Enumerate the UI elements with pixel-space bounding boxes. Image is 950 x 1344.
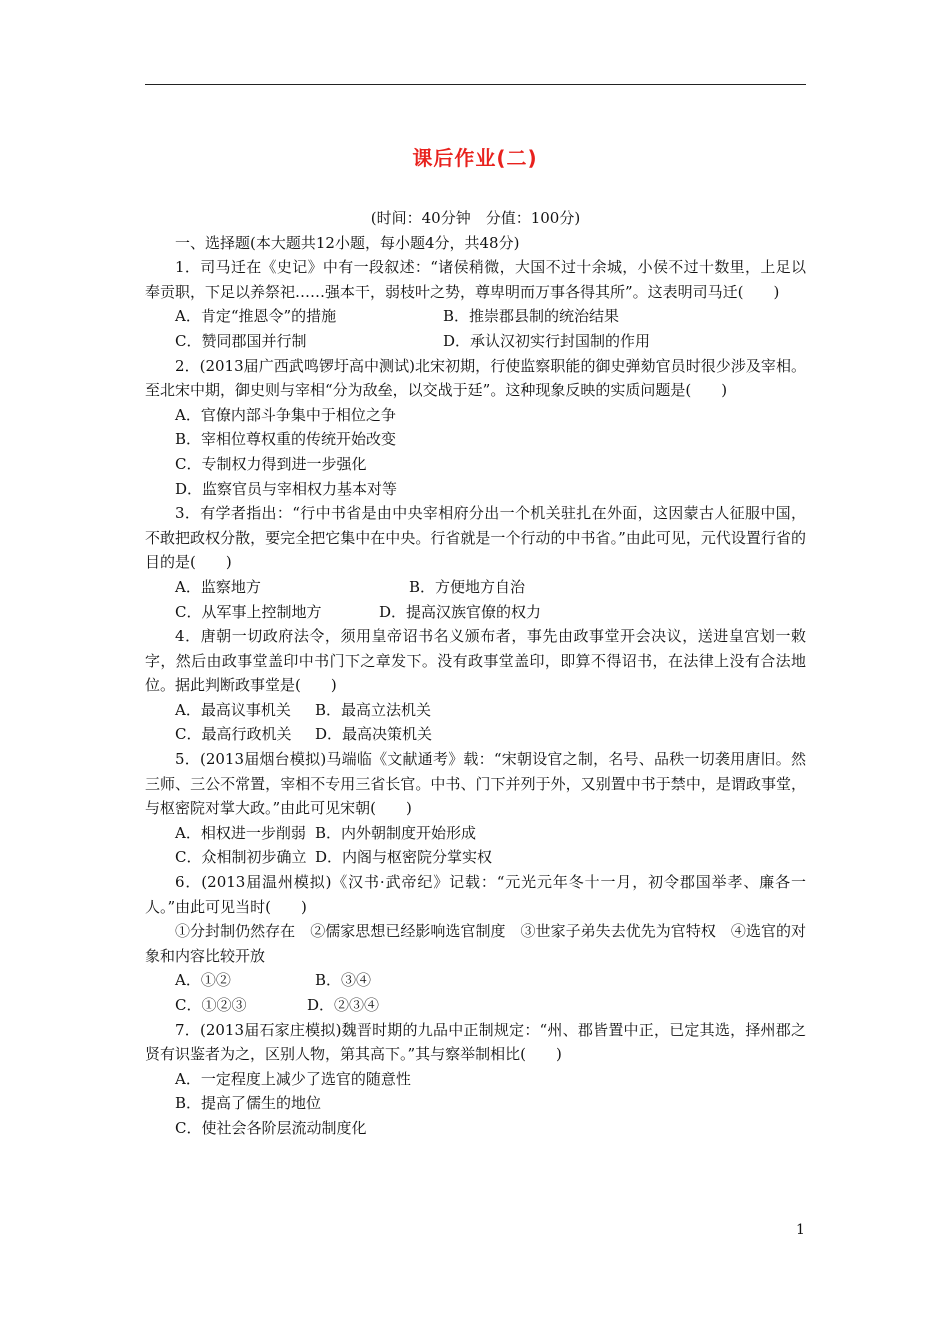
option-a: A．一定程度上减少了选官的随意性 [175, 1069, 411, 1088]
option-d: D．内阁与枢密院分掌实权 [315, 848, 493, 867]
question-5-stem: 5．(2013届烟台模拟)马端临《文献通考》载：“宋朝设官之制，名号、品秩一切袭用唐旧。然三师、三公不常置，宰相不专用三省长官。中书、门下并列于外，又别置中书于禁中，是谓政事堂，与枢密院对掌大政。”由此可见宋朝( ) [145, 750, 806, 818]
option-b: B．内外朝制度开始形成 [315, 823, 477, 842]
question-6-options-row-1 [145, 968, 806, 993]
question-1-options-row-1 [145, 304, 806, 329]
option-c: C．众相制初步确立 [175, 848, 307, 867]
question-4-options-row-1 [145, 698, 806, 723]
option-c: C．使社会各阶层流动制度化 [175, 1118, 367, 1137]
option-b: B．宰相位尊权重的传统开始改变 [175, 430, 397, 449]
option-d: D．承认汉初实行封国制的作用 [443, 331, 651, 350]
exam-meta: (时间：40分钟 分值：100分) [370, 209, 581, 227]
option-a: A．相权进一步削弱 [175, 823, 306, 842]
option-d: D．提高汉族官僚的权力 [379, 602, 542, 621]
option-a: A．肯定“推恩令”的措施 [175, 307, 337, 326]
question-5-options-row-2 [145, 845, 806, 870]
document-body [145, 206, 806, 1141]
question-6-statements: ①分封制仍然存在 ②儒家思想已经影响选官制度 ③世家子弟失去优先为官特权 ④选官的对象和内容比较开放 [145, 922, 806, 965]
option-d: D．最高决策机关 [315, 725, 433, 744]
question-3-stem: 3．有学者指出：“行中书省是由中央宰相府分出一个机关驻扎在外面，这因蒙古人征服中国，不敢把政权分散，要完全把它集中在中央。行省就是一个行动的中书省。”由此可见，元代设置行省的目的是( ) [145, 504, 806, 572]
option-a: A．监察地方 [175, 577, 261, 596]
option-a: A．官僚内部斗争集中于相位之争 [175, 405, 396, 424]
question-7-stem: 7．(2013届石家庄模拟)魏晋时期的九品中正制规定：“州、郡皆置中正，已定其选，择州郡之贤有识鉴者为之，区别人物，第其高下。”其与察举制相比( ) [145, 1020, 806, 1064]
question-4-stem: 4．唐朝一切政府法令，须用皇帝诏书名义颁布者，事先由政事堂开会决议，送进皇宫划一敕字，然后由政事堂盖印中书门下之章发下。没有政事堂盖印，即算不得诏书，在法律上没有合法地位。据此判断政事堂是( ) [145, 627, 806, 695]
option-d: D．②③④ [307, 996, 380, 1014]
question-1-stem: 1．司马迁在《史记》中有一段叙述：“诸侯稍微，大国不过十余城，小侯不过十数里，上足以奉贡职，下足以养祭祀……强本干，弱枝叶之势，尊卑明而万事各得其所”。这表明司马迁( ) [145, 258, 806, 301]
option-d: D．监察官员与宰相权力基本对等 [175, 479, 398, 498]
header-rule [145, 84, 806, 85]
option-b: B．推崇郡县制的统治结果 [443, 307, 620, 326]
question-4-options-row-2 [145, 722, 806, 747]
section-heading: 一、选择题(本大题共12小题，每小题4分，共48分) [175, 233, 520, 252]
option-b: B．方便地方自治 [409, 577, 526, 596]
page-number: 1 [796, 1222, 805, 1238]
option-b: B．最高立法机关 [315, 700, 432, 719]
question-6-options-row-2 [145, 993, 806, 1018]
option-b: B．提高了儒生的地位 [175, 1094, 322, 1113]
question-5-options-row-1 [145, 821, 806, 846]
question-2-stem: 2．(2013届广西武鸣锣圩高中测试)北宋初期，行使监察职能的御史弹劾官员时很少涉及宰相。至北宋中期，御史则与宰相“分为敌垒，以交战于廷”。这种现象反映的实质问题是( ) [145, 356, 806, 400]
option-c: C．赞同郡国并行制 [175, 331, 307, 350]
question-1-options-row-2 [145, 329, 806, 354]
option-c: C．专制权力得到进一步强化 [175, 454, 367, 473]
option-a: A．最高议事机关 [175, 700, 291, 719]
page-title: 课后作业(二) [412, 146, 538, 170]
option-c: C．从军事上控制地方 [175, 602, 322, 621]
question-3-options-row-1 [145, 575, 806, 600]
option-a: A．①② [175, 971, 231, 990]
question-3-options-row-2 [145, 600, 806, 625]
option-b: B．③④ [315, 971, 372, 990]
option-c: C．最高行政机关 [175, 725, 292, 744]
question-6-stem: 6．(2013届温州模拟)《汉书·武帝纪》记载：“元光元年冬十一月，初令郡国举孝、廉各一人。”由此可见当时( ) [145, 873, 806, 916]
option-c: C．①②③ [175, 996, 247, 1014]
